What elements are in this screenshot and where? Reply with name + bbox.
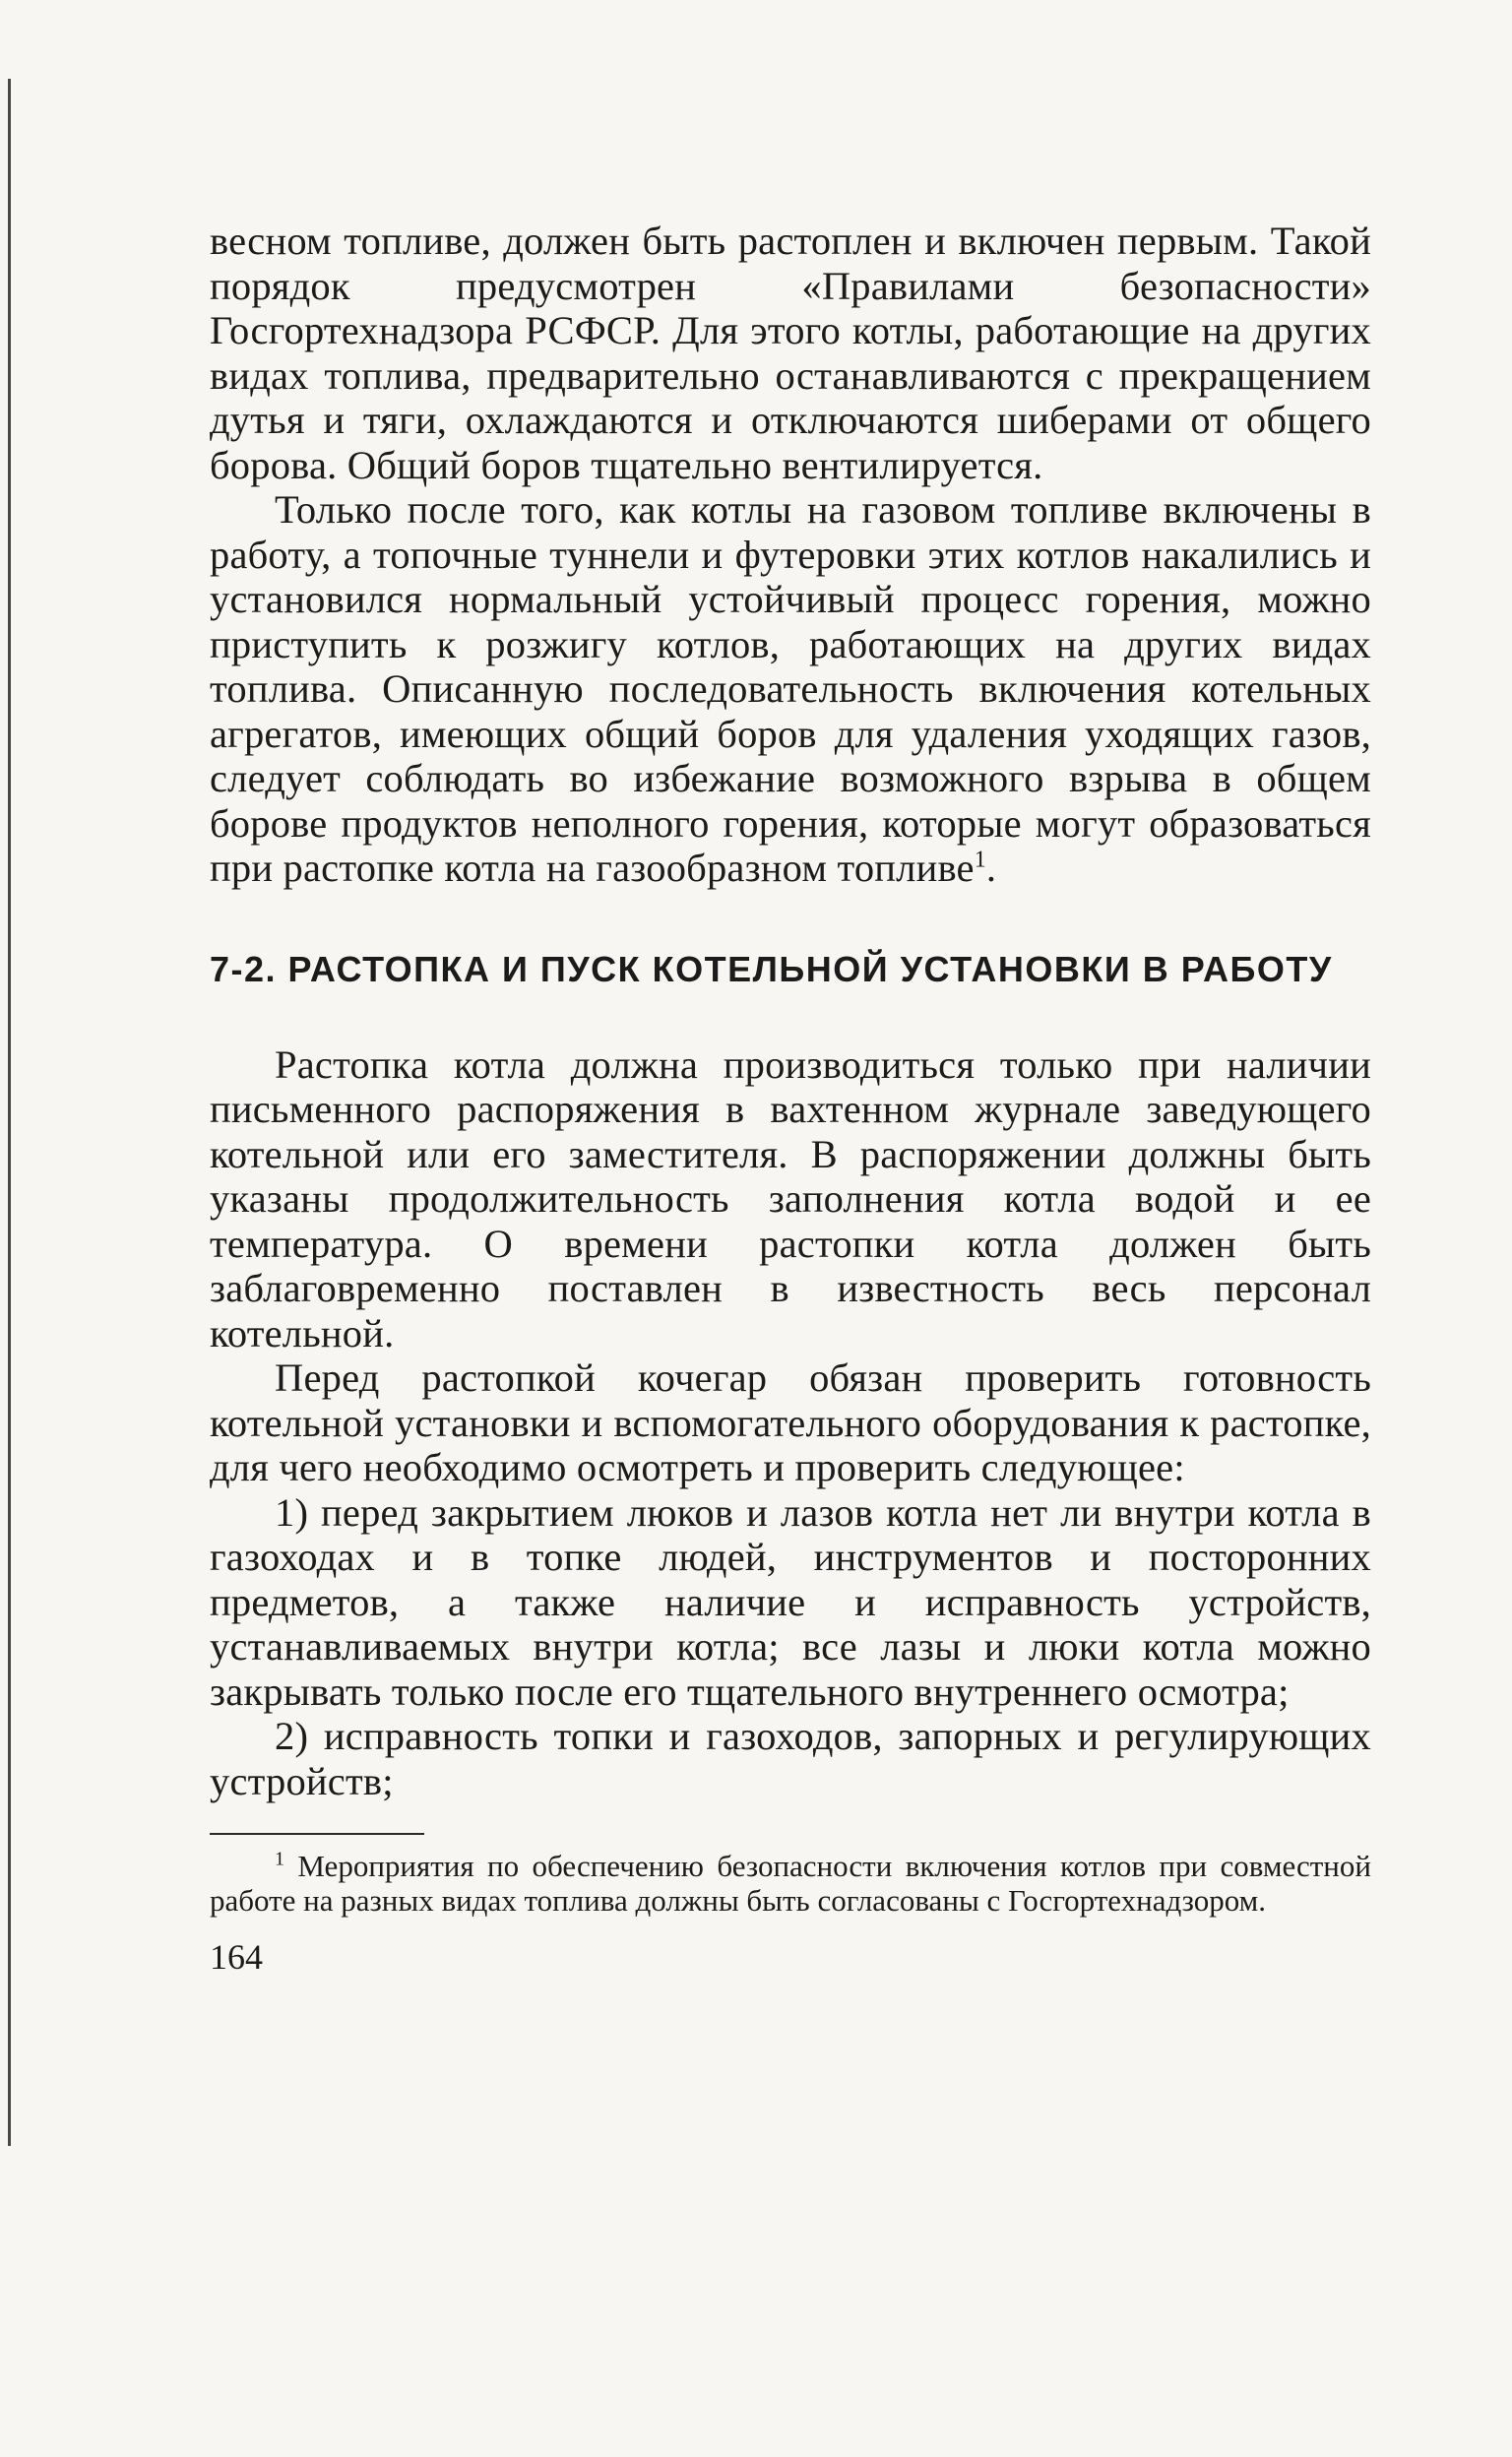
- footnote-text: Мероприятия по обеспечению безопасности включения котлов при совместной работе на разных видах топлива должны быть согласованы с Госгортехнадзором.: [210, 1849, 1371, 1918]
- section-heading: 7-2. РАСТОПКА И ПУСК КОТЕЛЬНОЙ УСТАНОВКИ В РАБОТУ: [210, 948, 1333, 989]
- footnote-marker: 1: [275, 1848, 284, 1870]
- footnote-reference: 1: [974, 847, 986, 873]
- paragraph-continued: весном топливе, должен быть растоплен и включен первым. Такой порядок предусмотрен «Правилами безопасности» Госгортехнадзора РСФСР. Для этого котлы, работающие на других видах топлива, предварительно останавливаются с прекращением дутья и тяги, охлаждаются и отключаются шиберами от общего борова. Общий боров тщательно вентилируется.: [210, 219, 1371, 487]
- list-item-2: 2) исправность топки и газоходов, запорных и регулирующих устройств;: [210, 1714, 1371, 1803]
- page-number: 164: [210, 1937, 263, 1977]
- paragraph-stoker-check: Перед растопкой кочегар обязан проверить готовность котельной установки и вспомогательного оборудования к растопке, для чего необходимо осмотреть и проверить следующее:: [210, 1355, 1371, 1489]
- list-item-1: 1) перед закрытием люков и лазов котла нет ли внутри котла в газоходах и в топке людей, инструментов и посторонних предметов, а также наличие и исправность устройств, устанавливаемых внутри котла; все лазы и люки котла можно закрывать только после его тщательного внутреннего осмотра;: [210, 1489, 1371, 1714]
- footnote: [210, 1849, 1371, 1918]
- paragraph-gas-boilers-text: Только после того, как котлы на газовом топливе включены в работу, а топочные туннели и футеровки этих котлов накалились и установился нормальный устойчивый процесс горения, можно приступить к розжигу котлов, работающих на других видах топлива. Описанную последовательность включения котельных агрегатов, имеющих общий боров для удаления уходящих газов, следует соблюдать во избежание возможного взрыва в общем борове продуктов неполного горения, которые могут образоваться при растопке котла на газообразном топливе: [210, 487, 1371, 890]
- footnote-divider: [210, 1833, 424, 1835]
- book-page: [210, 219, 1371, 1977]
- scan-edge-line: [8, 79, 11, 2146]
- paragraph-kindling-order: Растопка котла должна производиться только при наличии письменного распоряжения в вахтенном журнале заведующего котельной или его заместителя. В распоряжении должны быть указаны продолжительность заполнения котла водой и ее температура. О времени растопки котла должен быть заблаговременно поставлен в известность весь персонал котельной.: [210, 1041, 1371, 1355]
- paragraph-gas-boilers: Только после того, как котлы на газовом топливе включены в работу, а топочные туннели и футеровки этих котлов накалились и установился нормальный устойчивый процесс горения, можно приступить к розжигу котлов, работающих на других видах топлива. Описанную последовательность включения котельных агрегатов, имеющих общий боров для удаления уходящих газов, следует соблюдать во избежание возможного взрыва в общем борове продуктов неполного горения, которые могут образоваться при растопке котла на газообразном топливе$^1$.: [210, 487, 1371, 890]
